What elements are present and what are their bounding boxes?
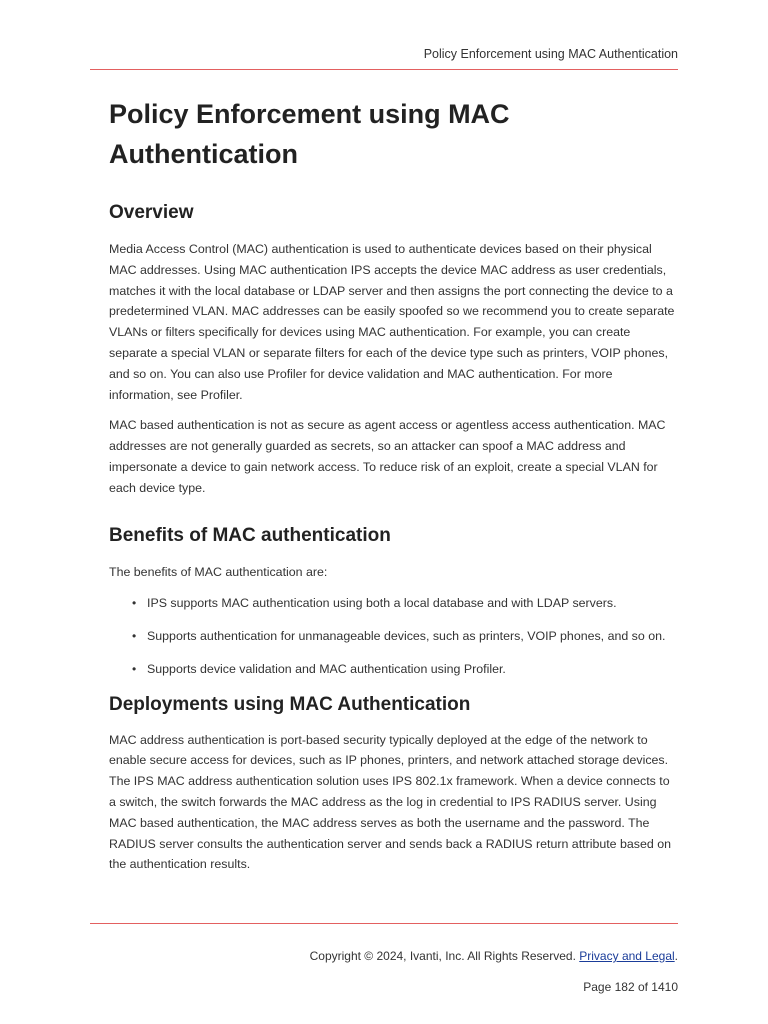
running-header: Policy Enforcement using MAC Authentication bbox=[423, 47, 678, 61]
overview-paragraph-1: Media Access Control (MAC) authentication is used to authenticate devices based on their physical MAC addresses. Using MAC authentication IPS accepts the device MAC address as user credentials, matches it with the local database or LDAP server and then assigns the port connecting the device to a predetermined VLAN. MAC addresses can be easily spoofed so we recommend you to create separate VLANs or filters specifically for devices using MAC authentication. For example, you can create separate a special VLAN or separate filters for each of the device type such as printers, VOIP phones, and so on. You can also use Profiler for device validation and MAC authentication. For more information, see Profiler. bbox=[109, 242, 675, 402]
list-item-text: IPS supports MAC authentication using both a local database and with LDAP servers. bbox=[147, 596, 617, 611]
page-number: Page 182 of 1410 bbox=[583, 980, 678, 994]
page-content bbox=[109, 94, 675, 875]
header-divider bbox=[90, 69, 678, 70]
benefits-list bbox=[109, 593, 675, 678]
section-heading-deployments: Deployments using MAC Authentication bbox=[109, 693, 471, 715]
list-item-text: Supports device validation and MAC authentication using Profiler. bbox=[147, 661, 506, 676]
bullet-icon: • bbox=[132, 661, 137, 676]
footer-divider bbox=[90, 923, 678, 924]
privacy-legal-link[interactable]: Privacy and Legal bbox=[579, 949, 675, 963]
footer-copyright bbox=[310, 949, 678, 963]
overview-paragraph-2: MAC based authentication is not as secure as agent access or agentless access authentication. MAC addresses are not generally guarded as secrets, so an attacker can spoof a MAC address and impersonate a device to gain network access. To reduce risk of an exploit, create a special VLAN for each device type. bbox=[109, 418, 666, 495]
bullet-icon: • bbox=[132, 596, 137, 611]
bullet-icon: • bbox=[132, 628, 137, 643]
list-item bbox=[109, 659, 675, 679]
section-heading-benefits: Benefits of MAC authentication bbox=[109, 524, 391, 546]
list-item bbox=[109, 626, 675, 646]
list-item bbox=[109, 593, 675, 613]
list-item-text: Supports authentication for unmanageable devices, such as printers, VOIP phones, and so on. bbox=[147, 628, 666, 643]
copyright-text: Copyright © 2024, Ivanti, Inc. All Rights Reserved. bbox=[309, 949, 576, 963]
section-heading-overview: Overview bbox=[109, 202, 194, 223]
deployments-paragraph: MAC address authentication is port-based security typically deployed at the edge of the network to enable secure access for devices, such as IP phones, printers, and network attached storage devices. The IPS MAC address authentication solution uses IPS 802.1x framework. When a device connects to a switch, the switch forwards the MAC address as the log in credential to IPS RADIUS server. Using MAC based authentication, the MAC address serves as both the username and the password. The RADIUS server consults the authentication server and sends back a RADIUS return attribute based on the authentication results. bbox=[109, 732, 671, 872]
page-title: Policy Enforcement using MAC Authentication bbox=[109, 99, 510, 169]
copyright-period: . bbox=[674, 949, 678, 963]
benefits-intro: The benefits of MAC authentication are: bbox=[109, 564, 328, 579]
